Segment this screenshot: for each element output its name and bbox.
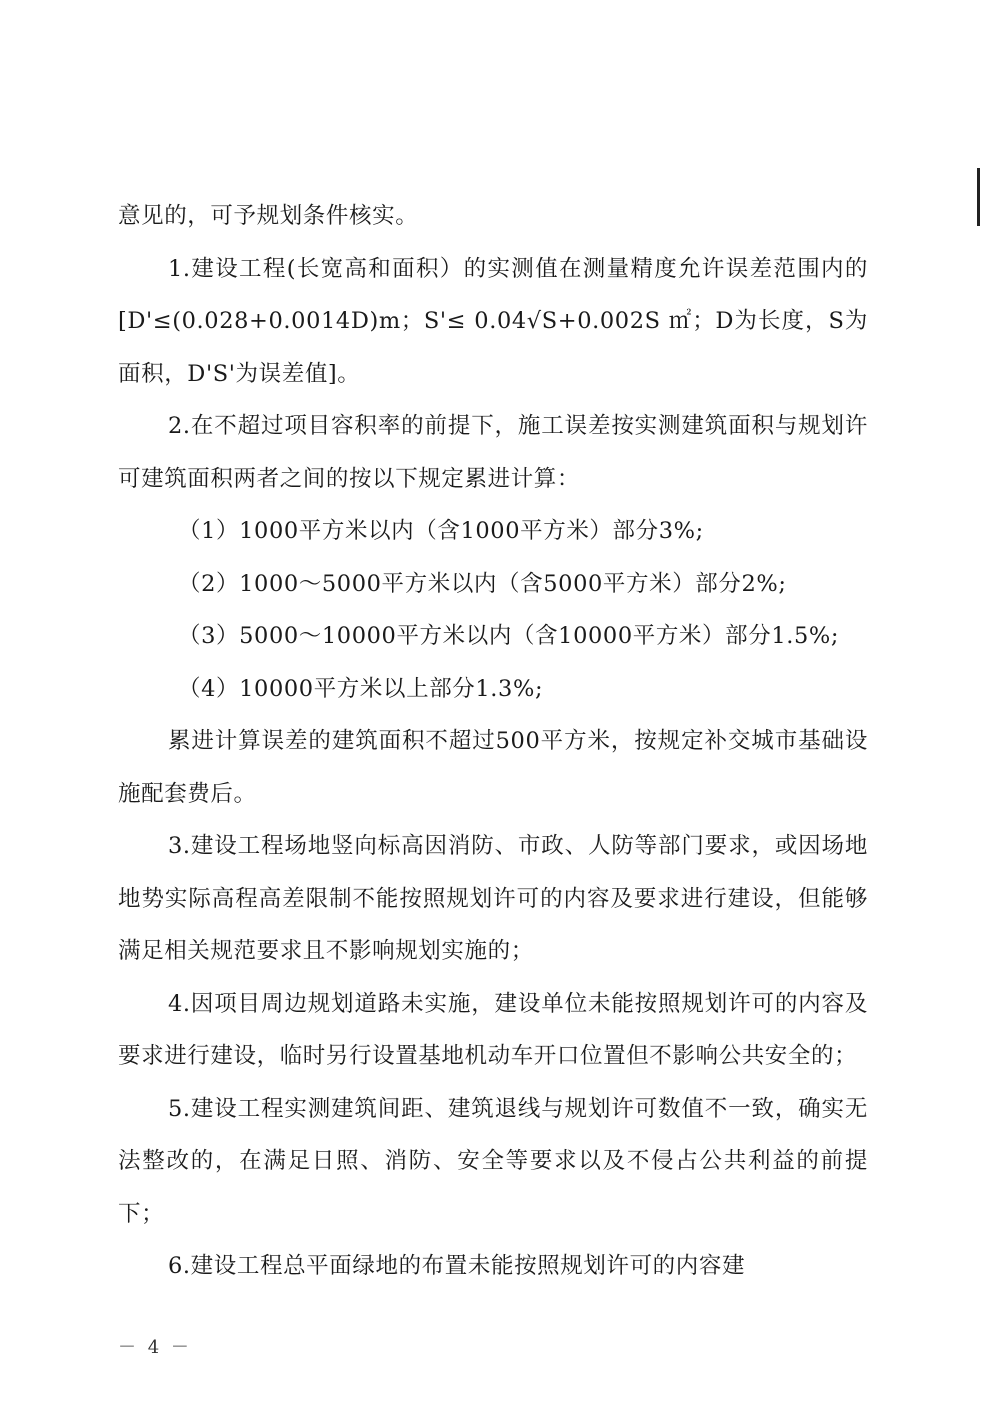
paragraph-item-5: 5.建设工程实测建筑间距、建筑退线与规划许可数值不一致，确实无法整改的，在满足日照、消防、安全等要求以及不侵占公共利益的前提下； — [118, 1095, 868, 1227]
paragraph-continuation: 意见的，可予规划条件核实。 — [118, 203, 419, 229]
document-body — [118, 190, 868, 1293]
paragraph-item-6: 6.建设工程总平面绿地的布置未能按照规划许可的内容建 — [168, 1253, 746, 1279]
sub-item-2: （2）1000～5000平方米以内（含5000平方米）部分2%; — [178, 570, 787, 597]
sub-item-1: （1）1000平方米以内（含1000平方米）部分3%; — [178, 518, 704, 544]
paragraph-item-3: 3.建设工程场地竖向标高因消防、市政、人防等部门要求，或因场地地势实际高程高差限制不能按照规划许可的内容及要求进行建设，但能够满足相关规范要求且不影响规划实施的； — [118, 833, 868, 964]
sub-item-4: （4）10000平方米以上部分1.3%; — [178, 675, 544, 702]
scan-edge-mark — [977, 168, 980, 226]
paragraph-item-4: 4.因项目周边规划道路未实施，建设单位未能按照规划许可的内容及要求进行建设，临时另行设置基地机动车开口位置但不影响公共安全的； — [118, 990, 868, 1069]
paragraph-cumulative-note: 累进计算误差的建筑面积不超过500平方米，按规定补交城市基础设施配套费后。 — [118, 728, 868, 807]
paragraph-item-2: 2.在不超过项目容积率的前提下，施工误差按实测建筑面积与规划许可建筑面积两者之间的按以下规定累进计算： — [118, 413, 868, 492]
page-number: － 4 － — [118, 1337, 192, 1358]
paragraph-item-1: 1.建设工程(长宽高和面积）的实测值在测量精度允许误差范围内的[D'≤(0.028+0.0014D)m；S'≤ 0.04√S+0.002S ㎡；D为长度，S为面积，D'S'为误差值]。 — [118, 255, 868, 387]
sub-item-3: （3）5000～10000平方米以内（含10000平方米）部分1.5%; — [178, 623, 840, 649]
